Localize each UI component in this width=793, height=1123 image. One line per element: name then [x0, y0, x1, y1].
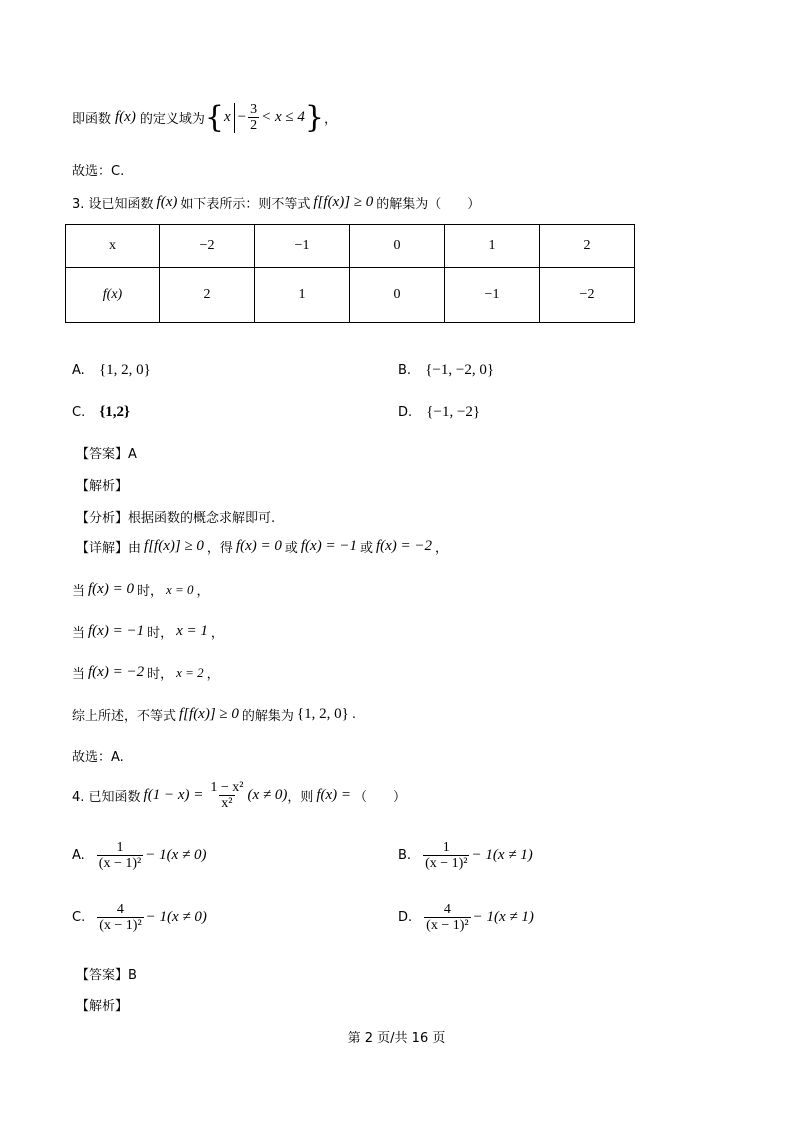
- detail-c1: f(x) = 0: [235, 538, 282, 554]
- table-cell: −2: [160, 225, 255, 268]
- detail-2: ，得: [206, 541, 233, 556]
- option-label: A.: [72, 363, 85, 378]
- detail-or1: 或: [284, 541, 298, 556]
- table-cell: 0: [350, 225, 445, 268]
- minus-sign: −: [237, 109, 247, 126]
- q3-option-b: [398, 362, 494, 379]
- answer-tag: 【答案】: [76, 447, 129, 462]
- option-label: D.: [398, 910, 413, 926]
- brace-close: }: [304, 99, 324, 135]
- option-label: C.: [72, 405, 86, 420]
- case-pre: 当: [72, 626, 86, 641]
- frac-num: 3: [250, 102, 258, 117]
- domain-line: [72, 99, 337, 135]
- summary-ineq: f[f(x)] ≥ 0: [179, 706, 239, 722]
- q3-answer: [76, 443, 137, 462]
- answer-value: A: [128, 447, 137, 462]
- answer-tag: 【答案】: [76, 968, 129, 983]
- domain-func: f(x): [115, 109, 136, 126]
- table-cell: 0: [350, 268, 445, 323]
- q3-option-c: [72, 404, 130, 421]
- option-value: {1,2}: [99, 404, 130, 420]
- detail-c2: f(x) = −1: [300, 538, 357, 554]
- option-fraction: [423, 840, 469, 872]
- top-choice: 故选：C.: [72, 164, 125, 179]
- q4-rhs: f(x) =: [316, 787, 352, 804]
- option-label: D.: [398, 405, 413, 420]
- q3-end: 的解集为（ ）: [376, 197, 481, 212]
- q4-fraction: [208, 780, 245, 812]
- frac-den: (x − 1)²: [426, 918, 469, 934]
- case-pre: 当: [72, 584, 86, 599]
- q4-end: （ ）: [354, 790, 407, 806]
- function-table: [65, 224, 635, 323]
- q3-mid: 如下表所示：则不等式: [180, 197, 311, 212]
- detail-c3: f(x) = −2: [375, 538, 433, 554]
- frac-num: 4: [116, 902, 124, 917]
- table-cell: −2: [540, 268, 635, 323]
- domain-prefix: 即函数: [72, 112, 112, 128]
- q3-choice: 故选：A.: [72, 750, 124, 765]
- q4-lhs: f(1 − x) =: [143, 787, 204, 804]
- case-mid: 时，: [147, 667, 174, 682]
- case-cond: f(x) = −1: [88, 623, 145, 639]
- case-res: x = 2: [176, 664, 204, 680]
- q3-option-d: [398, 404, 480, 421]
- q4-option-c: [72, 902, 207, 934]
- q3-prefix: 3. 设已知函数: [72, 197, 154, 212]
- case-end: ，: [210, 626, 224, 641]
- frac-den: (x − 1)²: [425, 856, 468, 872]
- q3-ineq: f[f(x)] ≥ 0: [313, 194, 374, 210]
- q3-summary: [72, 705, 356, 724]
- detail-ineq: f[f(x)] ≥ 0: [144, 538, 204, 554]
- detail-or2: 或: [359, 541, 373, 556]
- page-footer: 第 2 页/共 16 页: [347, 1031, 446, 1046]
- fenxi-text: 根据函数的概念求解即可.: [128, 511, 276, 526]
- q4-option-a: [72, 840, 206, 872]
- table-row: [66, 225, 635, 268]
- q4-option-b: [398, 840, 533, 872]
- option-rest: − 1(x ≠ 0): [145, 847, 207, 864]
- set-divider: [234, 103, 235, 133]
- option-value: {−1, −2}: [426, 404, 481, 420]
- frac-den: (x − 1)²: [99, 918, 142, 934]
- table-row: [66, 268, 635, 323]
- case-res: x = 0: [165, 581, 194, 597]
- case-end: ，: [206, 667, 220, 682]
- table-cell: 2: [160, 268, 255, 323]
- domain-fraction: [248, 102, 259, 134]
- frac-num: 4: [443, 902, 451, 917]
- summary-set: {1, 2, 0}: [296, 706, 349, 722]
- summary-pre: 综上所述，不等式: [72, 709, 177, 724]
- table-cell: 1: [445, 225, 540, 268]
- table-cell: f(x): [66, 268, 160, 323]
- detail-tag: 【详解】: [76, 541, 129, 556]
- q3-analysis-tag: 【解析】: [76, 479, 129, 494]
- q4-stem: [72, 780, 406, 812]
- q3-func: f(x): [156, 194, 178, 210]
- brace-open: {: [204, 99, 224, 135]
- q3-option-a: [72, 362, 151, 379]
- option-fraction: [424, 902, 470, 934]
- summary-mid: 的解集为: [241, 709, 294, 724]
- detail-1: 由: [128, 541, 142, 556]
- option-label: C.: [72, 910, 86, 926]
- q4-prefix: 4. 已知函数: [72, 790, 141, 806]
- option-value: {1, 2, 0}: [98, 362, 151, 378]
- case-end: ，: [196, 584, 210, 599]
- table-cell: −1: [445, 268, 540, 323]
- case-cond: f(x) = −2: [88, 664, 145, 680]
- case-mid: 时，: [136, 584, 163, 599]
- table-cell: 2: [540, 225, 635, 268]
- option-value: {−1, −2, 0}: [425, 362, 495, 378]
- frac-num: 1: [442, 840, 450, 855]
- table-cell: 1: [255, 268, 350, 323]
- case-2: [72, 622, 224, 641]
- case-pre: 当: [72, 667, 86, 682]
- q4-analysis-tag: 【解析】: [76, 999, 129, 1014]
- option-rest: − 1(x ≠ 1): [472, 909, 534, 926]
- domain-ineq: < x ≤ 4: [261, 109, 305, 126]
- option-rest: − 1(x ≠ 1): [471, 847, 533, 864]
- option-label: B.: [398, 848, 412, 864]
- q3-stem: [72, 193, 480, 212]
- frac-den: 2: [250, 118, 258, 134]
- case-res: x = 1: [176, 623, 208, 639]
- answer-value: B: [128, 968, 137, 983]
- q3-fenxi: [76, 507, 275, 526]
- case-mid: 时，: [147, 626, 174, 641]
- detail-end: ，: [435, 541, 449, 556]
- case-cond: f(x) = 0: [88, 581, 134, 597]
- frac-den: (x − 1)²: [98, 856, 142, 872]
- case-3: [72, 663, 220, 682]
- frac-den: x²: [221, 796, 233, 812]
- option-fraction: [97, 902, 143, 934]
- q4-mid: ，则: [287, 790, 314, 806]
- q4-answer: [76, 964, 137, 983]
- fenxi-tag: 【分析】: [76, 511, 129, 526]
- frac-num: 1 − x²: [210, 780, 244, 795]
- option-rest: − 1(x ≠ 0): [145, 909, 207, 926]
- domain-end: ，: [323, 112, 337, 128]
- domain-mid: 的定义域为: [139, 112, 205, 128]
- frac-num: 1: [116, 840, 124, 855]
- q3-detail: [76, 537, 448, 556]
- summary-end: .: [351, 707, 356, 722]
- case-1: [72, 580, 210, 599]
- option-fraction: [97, 840, 143, 872]
- q4-cond: (x ≠ 0): [247, 787, 288, 804]
- table-cell: x: [66, 225, 160, 268]
- table-cell: −1: [255, 225, 350, 268]
- q4-option-d: [398, 902, 534, 934]
- option-label: B.: [398, 363, 412, 378]
- option-label: A.: [72, 848, 85, 864]
- set-var: x: [223, 109, 231, 126]
